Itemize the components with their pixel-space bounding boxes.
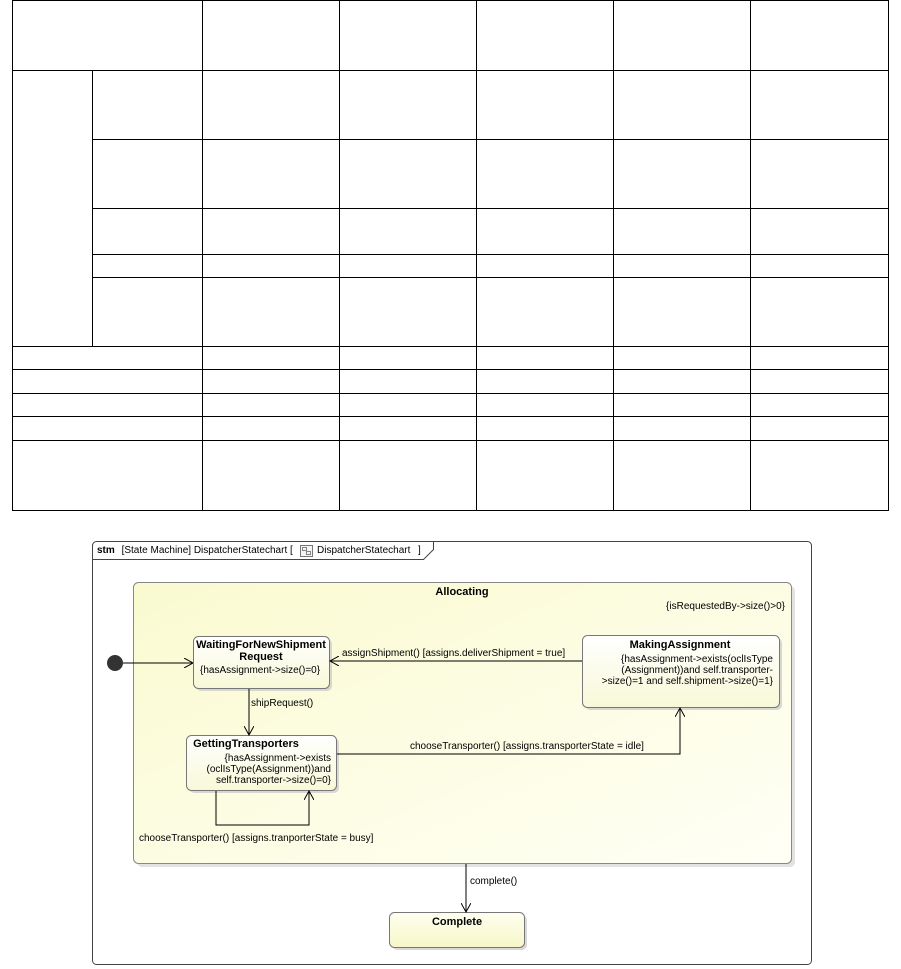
frame-header-text: [State Machine] DispatcherStatechart [ xyxy=(121,545,293,556)
state-invariant-line-3: self.transporter->size()=0} xyxy=(215,775,331,786)
frame-diagram-name: DispatcherStatechart xyxy=(317,545,411,556)
state-name-line-2: Request xyxy=(239,651,283,663)
state-invariant-line-2: (Assignment))and self.transporter- xyxy=(621,665,773,676)
state-name: GettingTransporters xyxy=(193,738,299,750)
transition-label: chooseTransporter() [assigns.transporterState = idle] xyxy=(410,741,644,752)
state-name: Complete xyxy=(431,916,483,928)
state-making-assignment xyxy=(583,636,783,711)
frame-close-bracket: ] xyxy=(418,545,421,556)
transition-label: complete() xyxy=(470,876,518,887)
state-waiting-for-new-shipment-request xyxy=(194,637,333,692)
state-complete xyxy=(390,913,528,951)
transition-label: chooseTransporter() [assigns.tranporterState = busy] xyxy=(139,833,374,844)
transition-label: assignShipment() [assigns.deliverShipment = true] xyxy=(342,648,566,659)
composite-state-invariant: {isRequestedBy->size()>0} xyxy=(666,601,785,612)
state-invariant-line-1: {hasAssignment->exists(oclIsType xyxy=(620,654,773,665)
state-name: MakingAssignment xyxy=(629,639,731,651)
composite-state-allocating xyxy=(134,583,796,868)
state-machine-diagram-icon xyxy=(301,546,313,557)
state-name-line-1: WaitingForNewShipment xyxy=(196,639,326,651)
state-invariant-line-1: {hasAssignment->exists xyxy=(224,753,331,764)
initial-pseudostate xyxy=(107,655,123,671)
transition-label: shipRequest() xyxy=(251,698,314,709)
state-invariant: {hasAssignment->size()=0} xyxy=(200,665,321,676)
state-invariant-line-3: >size()=1 and self.shipment->size()=1} xyxy=(601,676,773,687)
state-invariant-line-2: (oclIsType(Assignment))and xyxy=(206,764,331,775)
composite-state-name: Allocating xyxy=(435,586,489,598)
frame-label xyxy=(97,545,293,556)
state-getting-transporters xyxy=(187,736,340,794)
frame-keyword: stm xyxy=(97,545,115,556)
